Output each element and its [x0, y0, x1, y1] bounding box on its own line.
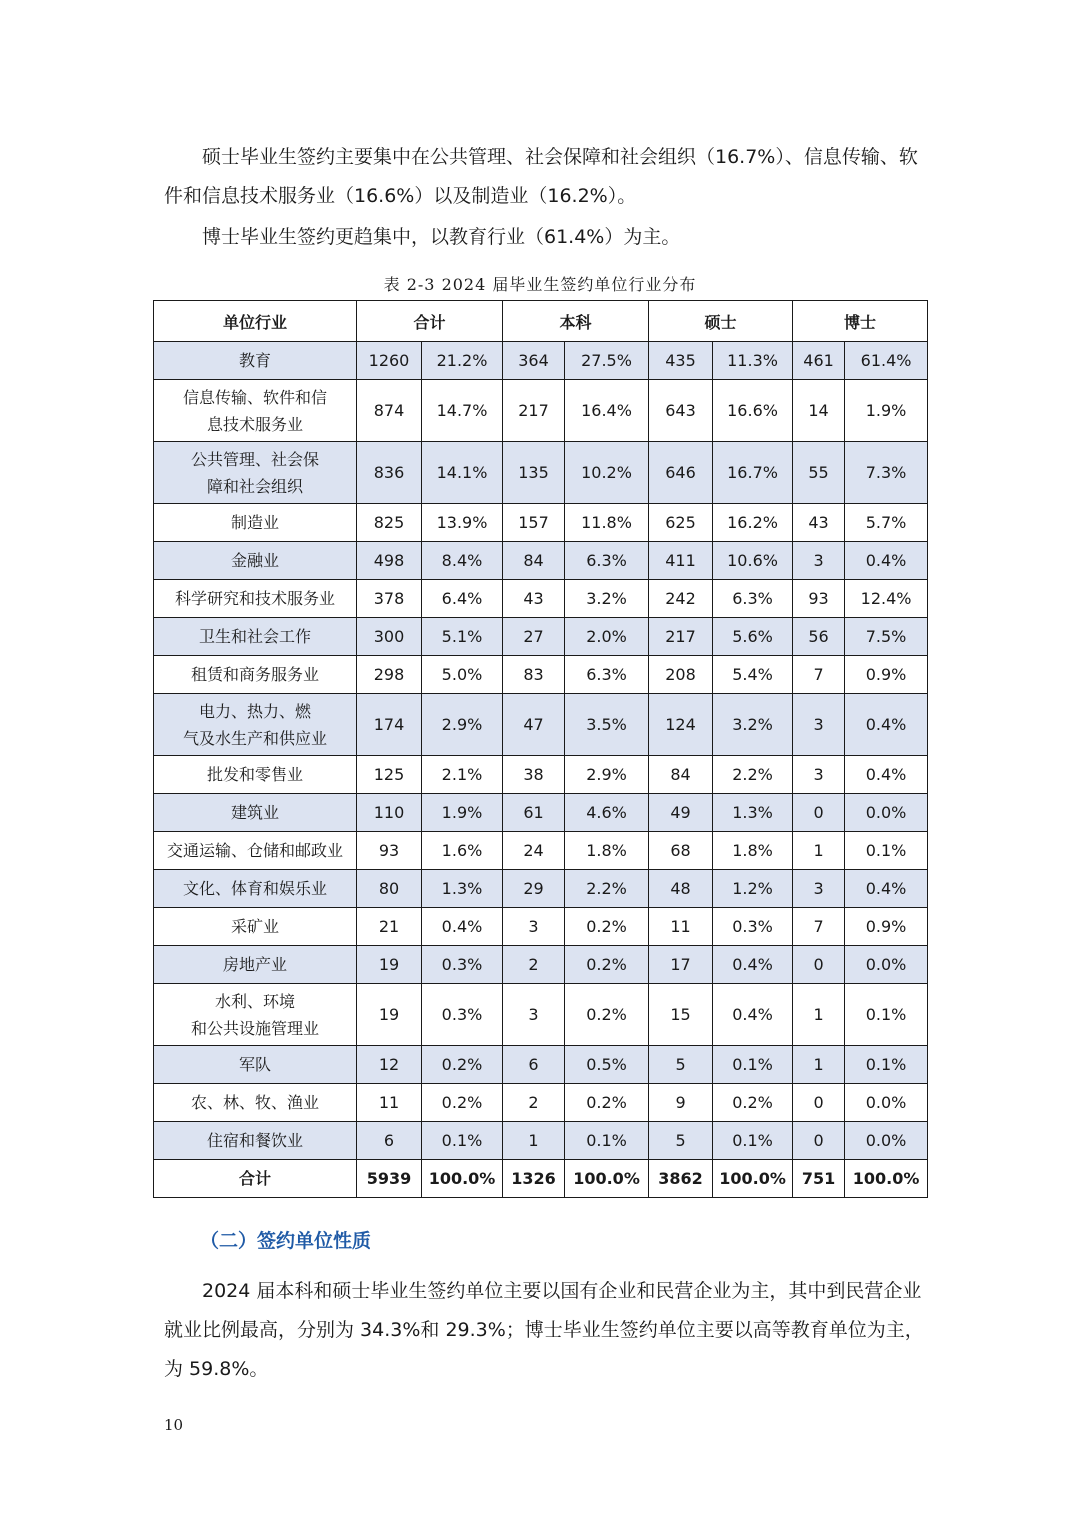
count-cell: 24: [503, 832, 565, 870]
table-row: [154, 794, 928, 832]
percent-cell: 1.8%: [565, 832, 649, 870]
percent-cell: 0.1%: [713, 1122, 793, 1160]
industry-name-cell: [154, 656, 357, 694]
count-cell: 3: [793, 870, 845, 908]
industry-name-cell: [154, 908, 357, 946]
count-cell: 5: [649, 1046, 713, 1084]
percent-cell: 0.5%: [565, 1046, 649, 1084]
percent-cell: 0.1%: [422, 1122, 503, 1160]
count-cell: 19: [357, 984, 422, 1046]
paragraph-masters-industry: 硕士毕业生签约主要集中在公共管理、社会保障和社会组织（16.7%）、信息传输、软件和信息技术服务业（16.6%）以及制造业（16.2%）。: [164, 146, 918, 207]
count-cell: 6: [357, 1122, 422, 1160]
count-cell: 135: [503, 442, 565, 504]
count-cell: 125: [357, 756, 422, 794]
count-cell: 21: [357, 908, 422, 946]
percent-cell: 0.2%: [422, 1046, 503, 1084]
percent-cell: 21.2%: [422, 342, 503, 380]
industry-name: 建筑业: [230, 803, 279, 822]
percent-cell: 4.6%: [565, 794, 649, 832]
count-cell: 84: [649, 756, 713, 794]
percent-cell: 1.6%: [422, 832, 503, 870]
percent-cell: 0.0%: [845, 946, 928, 984]
page-number: 10: [164, 1416, 184, 1434]
count-cell: 3: [793, 756, 845, 794]
paragraph-doctoral-industry: 博士毕业生签约更趋集中，以教育行业（61.4%）为主。: [202, 226, 681, 248]
percent-cell: 11.3%: [713, 342, 793, 380]
percent-cell: 100.0%: [422, 1160, 503, 1198]
percent-cell: 7.3%: [845, 442, 928, 504]
percent-cell: 0.1%: [845, 1046, 928, 1084]
industry-name: 水利、环境 和公共设施管理业: [190, 991, 319, 1038]
percent-cell: 1.9%: [422, 794, 503, 832]
paragraph-employer-nature: 2024 届本科和硕士毕业生签约单位主要以国有企业和民营企业为主，其中到民营企业就业比例最高，分别为 34.3%和 29.3%；博士毕业生签约单位主要以高等教育单位为主，为 59.8%。: [164, 1280, 924, 1380]
count-cell: 300: [357, 618, 422, 656]
count-cell: 93: [357, 832, 422, 870]
table-row: [154, 580, 928, 618]
count-cell: 48: [649, 870, 713, 908]
count-cell: 364: [503, 342, 565, 380]
header-undergraduate: 本科: [503, 301, 649, 342]
count-cell: 1260: [357, 342, 422, 380]
percent-cell: 0.4%: [713, 984, 793, 1046]
industry-name: 交通运输、仓储和邮政业: [166, 841, 343, 860]
count-cell: 3: [793, 542, 845, 580]
table-row: [154, 870, 928, 908]
count-cell: 646: [649, 442, 713, 504]
percent-cell: 10.2%: [565, 442, 649, 504]
percent-cell: 0.0%: [845, 1084, 928, 1122]
industry-name-cell: [154, 1046, 357, 1084]
count-cell: 174: [357, 694, 422, 756]
percent-cell: 6.3%: [565, 542, 649, 580]
count-cell: 242: [649, 580, 713, 618]
percent-cell: 0.4%: [845, 870, 928, 908]
table-row: [154, 442, 928, 504]
percent-cell: 1.2%: [713, 870, 793, 908]
percent-cell: 11.8%: [565, 504, 649, 542]
header-doctoral: 博士: [793, 301, 928, 342]
industry-name-cell: [154, 1122, 357, 1160]
industry-name-cell: [154, 870, 357, 908]
count-cell: 1: [793, 984, 845, 1046]
count-cell: 3862: [649, 1160, 713, 1198]
percent-cell: 0.1%: [845, 984, 928, 1046]
table-row: [154, 984, 928, 1046]
industry-name-cell: [154, 580, 357, 618]
count-cell: 29: [503, 870, 565, 908]
count-cell: 5: [649, 1122, 713, 1160]
industry-name-cell: [154, 794, 357, 832]
percent-cell: 5.4%: [713, 656, 793, 694]
count-cell: 5939: [357, 1160, 422, 1198]
industry-name-cell: [154, 504, 357, 542]
percent-cell: 7.5%: [845, 618, 928, 656]
percent-cell: 0.1%: [845, 832, 928, 870]
table-header-row: [154, 301, 928, 342]
count-cell: 11: [649, 908, 713, 946]
percent-cell: 0.0%: [845, 1122, 928, 1160]
percent-cell: 0.4%: [845, 756, 928, 794]
count-cell: 411: [649, 542, 713, 580]
count-cell: 55: [793, 442, 845, 504]
percent-cell: 5.6%: [713, 618, 793, 656]
count-cell: 836: [357, 442, 422, 504]
industry-name-cell: [154, 756, 357, 794]
count-cell: 84: [503, 542, 565, 580]
percent-cell: 0.2%: [422, 1084, 503, 1122]
percent-cell: 16.7%: [713, 442, 793, 504]
count-cell: 0: [793, 1084, 845, 1122]
percent-cell: 0.9%: [845, 656, 928, 694]
percent-cell: 10.6%: [713, 542, 793, 580]
count-cell: 15: [649, 984, 713, 1046]
count-cell: 217: [649, 618, 713, 656]
count-cell: 61: [503, 794, 565, 832]
count-cell: 43: [503, 580, 565, 618]
percent-cell: 0.4%: [845, 694, 928, 756]
count-cell: 43: [793, 504, 845, 542]
count-cell: 825: [357, 504, 422, 542]
industry-name: 房地产业: [222, 955, 287, 974]
count-cell: 498: [357, 542, 422, 580]
table-row: [154, 380, 928, 442]
industry-name: 批发和零售业: [206, 765, 303, 784]
count-cell: 7: [793, 908, 845, 946]
industry-name: 信息传输、软件和信 息技术服务业: [182, 387, 327, 434]
count-cell: 7: [793, 656, 845, 694]
table-row: [154, 1084, 928, 1122]
count-cell: 0: [793, 794, 845, 832]
count-cell: 1326: [503, 1160, 565, 1198]
industry-name: 合计: [238, 1169, 271, 1188]
percent-cell: 0.3%: [713, 908, 793, 946]
percent-cell: 0.4%: [422, 908, 503, 946]
count-cell: 27: [503, 618, 565, 656]
percent-cell: 5.0%: [422, 656, 503, 694]
count-cell: 3: [793, 694, 845, 756]
industry-name: 教育: [238, 351, 271, 370]
count-cell: 17: [649, 946, 713, 984]
count-cell: 461: [793, 342, 845, 380]
industry-name-cell: [154, 542, 357, 580]
table-row: [154, 908, 928, 946]
table-row: [154, 756, 928, 794]
count-cell: 0: [793, 1122, 845, 1160]
percent-cell: 6.3%: [565, 656, 649, 694]
table-body: [154, 342, 928, 1198]
industry-name: 金融业: [230, 551, 279, 570]
header-total: 合计: [357, 301, 503, 342]
industry-name-cell: [154, 694, 357, 756]
count-cell: 435: [649, 342, 713, 380]
percent-cell: 100.0%: [845, 1160, 928, 1198]
count-cell: 56: [793, 618, 845, 656]
percent-cell: 2.9%: [422, 694, 503, 756]
industry-name-cell: [154, 1084, 357, 1122]
percent-cell: 0.3%: [422, 984, 503, 1046]
count-cell: 643: [649, 380, 713, 442]
count-cell: 80: [357, 870, 422, 908]
count-cell: 157: [503, 504, 565, 542]
percent-cell: 3.2%: [565, 580, 649, 618]
count-cell: 47: [503, 694, 565, 756]
count-cell: 874: [357, 380, 422, 442]
industry-name: 公共管理、社会保 障和社会组织: [190, 449, 319, 496]
count-cell: 1: [793, 832, 845, 870]
industry-name: 农、林、牧、渔业: [190, 1093, 319, 1112]
count-cell: 110: [357, 794, 422, 832]
percent-cell: 0.0%: [845, 794, 928, 832]
count-cell: 3: [503, 908, 565, 946]
percent-cell: 3.2%: [713, 694, 793, 756]
percent-cell: 0.3%: [422, 946, 503, 984]
count-cell: 93: [793, 580, 845, 618]
percent-cell: 27.5%: [565, 342, 649, 380]
count-cell: 11: [357, 1084, 422, 1122]
percent-cell: 6.4%: [422, 580, 503, 618]
count-cell: 2: [503, 946, 565, 984]
count-cell: 83: [503, 656, 565, 694]
section-heading: （二）签约单位性质: [200, 1230, 372, 1252]
count-cell: 38: [503, 756, 565, 794]
count-cell: 68: [649, 832, 713, 870]
percent-cell: 0.1%: [565, 1122, 649, 1160]
percent-cell: 2.9%: [565, 756, 649, 794]
count-cell: 9: [649, 1084, 713, 1122]
percent-cell: 2.2%: [713, 756, 793, 794]
industry-name: 住宿和餐饮业: [206, 1131, 303, 1150]
table-total-row: [154, 1160, 928, 1198]
count-cell: 298: [357, 656, 422, 694]
percent-cell: 1.8%: [713, 832, 793, 870]
count-cell: 0: [793, 946, 845, 984]
percent-cell: 100.0%: [565, 1160, 649, 1198]
count-cell: 2: [503, 1084, 565, 1122]
percent-cell: 8.4%: [422, 542, 503, 580]
table-row: [154, 694, 928, 756]
percent-cell: 13.9%: [422, 504, 503, 542]
count-cell: 3: [503, 984, 565, 1046]
count-cell: 378: [357, 580, 422, 618]
percent-cell: 2.1%: [422, 756, 503, 794]
table-row: [154, 342, 928, 380]
percent-cell: 14.1%: [422, 442, 503, 504]
percent-cell: 0.1%: [713, 1046, 793, 1084]
industry-name: 军队: [238, 1055, 271, 1074]
percent-cell: 16.4%: [565, 380, 649, 442]
percent-cell: 0.2%: [713, 1084, 793, 1122]
percent-cell: 2.0%: [565, 618, 649, 656]
header-masters: 硕士: [649, 301, 793, 342]
industry-name-cell: [154, 832, 357, 870]
count-cell: 12: [357, 1046, 422, 1084]
header-industry: 单位行业: [154, 301, 357, 342]
percent-cell: 3.5%: [565, 694, 649, 756]
industry-name: 文化、体育和娱乐业: [182, 879, 327, 898]
count-cell: 19: [357, 946, 422, 984]
table-row: [154, 1122, 928, 1160]
percent-cell: 5.1%: [422, 618, 503, 656]
count-cell: 217: [503, 380, 565, 442]
industry-name: 卫生和社会工作: [198, 627, 311, 646]
industry-name-cell: [154, 1160, 357, 1198]
industry-name: 制造业: [230, 513, 279, 532]
industry-name-cell: [154, 946, 357, 984]
percent-cell: 1.3%: [422, 870, 503, 908]
count-cell: 1: [503, 1122, 565, 1160]
count-cell: 124: [649, 694, 713, 756]
percent-cell: 16.2%: [713, 504, 793, 542]
table-row: [154, 542, 928, 580]
count-cell: 625: [649, 504, 713, 542]
industry-distribution-table: [153, 300, 928, 1198]
percent-cell: 0.4%: [713, 946, 793, 984]
table-row: [154, 946, 928, 984]
industry-name-cell: [154, 984, 357, 1046]
percent-cell: 0.2%: [565, 1084, 649, 1122]
percent-cell: 2.2%: [565, 870, 649, 908]
industry-name: 电力、热力、燃 气及水生产和供应业: [182, 701, 327, 748]
count-cell: 1: [793, 1046, 845, 1084]
industry-name-cell: [154, 618, 357, 656]
percent-cell: 0.2%: [565, 946, 649, 984]
percent-cell: 16.6%: [713, 380, 793, 442]
percent-cell: 14.7%: [422, 380, 503, 442]
table-row: [154, 618, 928, 656]
industry-name-cell: [154, 342, 357, 380]
percent-cell: 6.3%: [713, 580, 793, 618]
percent-cell: 61.4%: [845, 342, 928, 380]
percent-cell: 1.9%: [845, 380, 928, 442]
count-cell: 14: [793, 380, 845, 442]
percent-cell: 0.2%: [565, 984, 649, 1046]
industry-name: 租赁和商务服务业: [190, 665, 319, 684]
table-row: [154, 832, 928, 870]
count-cell: 751: [793, 1160, 845, 1198]
table-row: [154, 504, 928, 542]
industry-name-cell: [154, 380, 357, 442]
percent-cell: 0.9%: [845, 908, 928, 946]
percent-cell: 0.4%: [845, 542, 928, 580]
count-cell: 6: [503, 1046, 565, 1084]
count-cell: 208: [649, 656, 713, 694]
count-cell: 49: [649, 794, 713, 832]
percent-cell: 100.0%: [713, 1160, 793, 1198]
industry-name: 科学研究和技术服务业: [174, 589, 335, 608]
percent-cell: 0.2%: [565, 908, 649, 946]
industry-name-cell: [154, 442, 357, 504]
table-row: [154, 656, 928, 694]
table-caption: 表 2-3 2024 届毕业生签约单位行业分布: [383, 275, 697, 294]
industry-name: 采矿业: [230, 917, 279, 936]
percent-cell: 5.7%: [845, 504, 928, 542]
percent-cell: 12.4%: [845, 580, 928, 618]
table-row: [154, 1046, 928, 1084]
percent-cell: 1.3%: [713, 794, 793, 832]
